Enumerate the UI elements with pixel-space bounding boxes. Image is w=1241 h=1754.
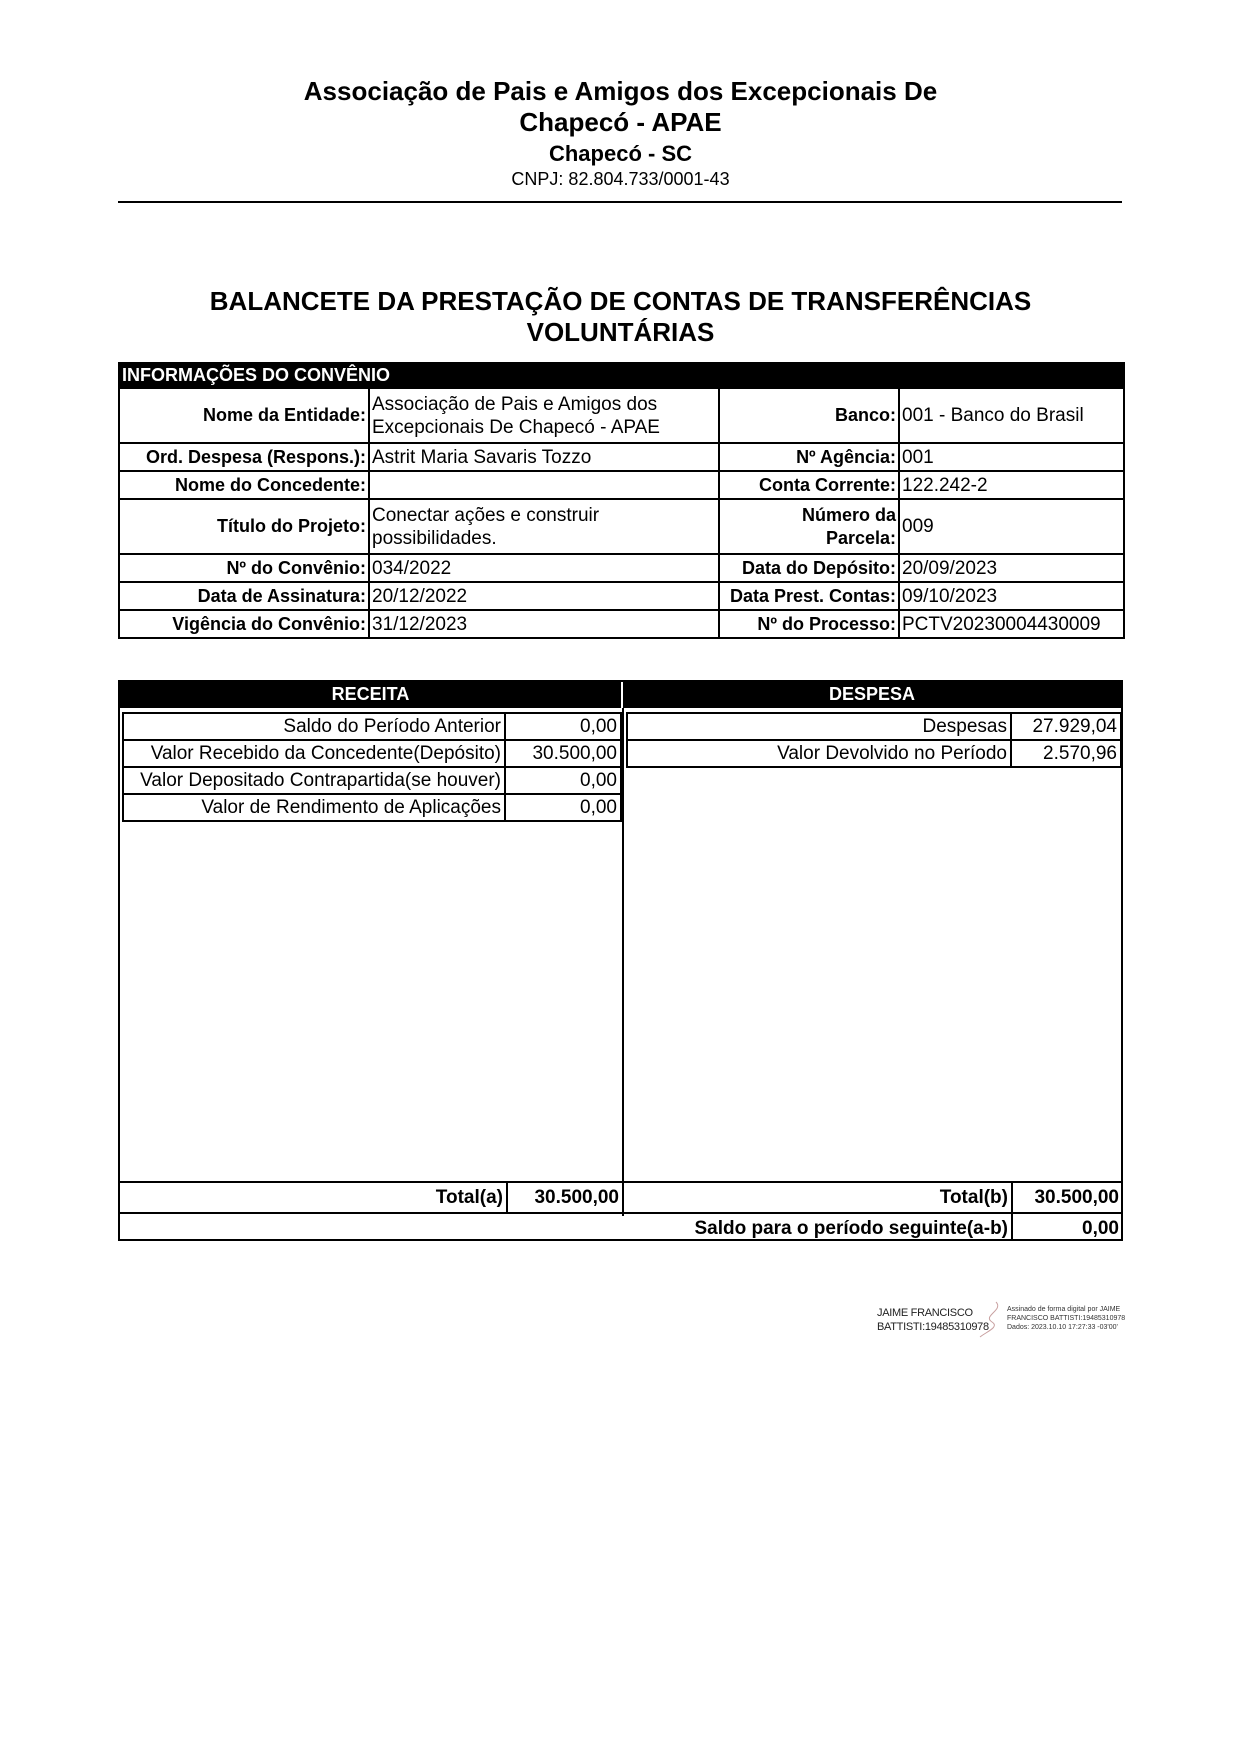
signature-details: Assinado de forma digital por JAIME FRANCISCO BATTISTI:19485310978 Dados: 2023.10.10 17:27:33 -03'00': [1007, 1306, 1126, 1331]
expense-header: DESPESA: [623, 681, 1121, 708]
balance-section: [118, 680, 1123, 1241]
next-period-balance-value: 0,00: [1082, 1218, 1119, 1239]
revenue-row-value: 0,00: [505, 713, 621, 740]
responsible-label: Ord. Despesa (Respons.):: [119, 443, 369, 471]
org-name-line1: Associação de Pais e Amigos dos Excepcionais De: [303, 76, 938, 106]
installment-value: 009: [899, 499, 1124, 554]
process-number-value: PCTV20230004430009: [899, 610, 1124, 638]
validity-value: 31/12/2023: [369, 610, 719, 638]
revenue-row: [123, 713, 621, 740]
deposit-date-label: Data do Depósito:: [719, 554, 899, 582]
revenue-row-label: Valor Recebido da Concedente(Depósito): [123, 740, 505, 767]
agreement-number-value: 034/2022: [369, 554, 719, 582]
expense-table: [626, 712, 1122, 768]
installment-label: Número da Parcela:: [719, 499, 899, 554]
revenue-row-label: Valor de Rendimento de Aplicações: [123, 794, 505, 821]
expense-row: [627, 740, 1121, 767]
deposit-date-value: 20/09/2023: [899, 554, 1124, 582]
expense-row-label: Despesas: [627, 713, 1011, 740]
section-title: INFORMAÇÕES DO CONVÊNIO: [119, 363, 1124, 388]
organization-cnpj: CNPJ: 82.804.733/0001-43: [511, 169, 730, 189]
revenue-total-label: Total(a): [435, 1187, 503, 1208]
agency-label: Nº Agência:: [719, 443, 899, 471]
title-line1: BALANCETE DA PRESTAÇÃO DE CONTAS DE TRANSFERÊNCIAS: [209, 286, 1032, 316]
title-line2: VOLUNTÁRIAS: [526, 317, 715, 347]
validity-label: Vigência do Convênio:: [119, 610, 369, 638]
expense-row: [627, 713, 1121, 740]
revenue-row: [123, 794, 621, 821]
expense-row-label: Valor Devolvido no Período: [627, 740, 1011, 767]
agency-value: 001: [899, 443, 1124, 471]
agreement-number-label: Nº do Convênio:: [119, 554, 369, 582]
expense-total-label: Total(b): [939, 1187, 1008, 1208]
expense-total-value: 30.500,00: [1034, 1187, 1119, 1208]
revenue-header: RECEITA: [120, 681, 621, 708]
signature-mark: [976, 1300, 1006, 1338]
expense-row-value: 27.929,04: [1011, 713, 1121, 740]
accounting-date-label: Data Prest. Contas:: [719, 582, 899, 610]
column-divider: [622, 708, 624, 1216]
revenue-total-value: 30.500,00: [534, 1187, 619, 1208]
revenue-row-value: 30.500,00: [505, 740, 621, 767]
grantor-label: Nome do Concedente:: [119, 471, 369, 499]
project-value: Conectar ações e construir possibilidades.: [369, 499, 719, 554]
revenue-row: [123, 740, 621, 767]
next-period-balance-label: Saldo para o período seguinte(a-b): [694, 1218, 1008, 1239]
responsible-value: Astrit Maria Savaris Tozzo: [369, 443, 719, 471]
document-title: [0, 286, 1241, 348]
signer-name: JAIME FRANCISCO BATTISTI:19485310978: [877, 1307, 989, 1333]
project-label: Título do Projeto:: [119, 499, 369, 554]
account-value: 122.242-2: [899, 471, 1124, 499]
expense-row-value: 2.570,96: [1011, 740, 1121, 767]
revenue-row-label: Saldo do Período Anterior: [123, 713, 505, 740]
bank-label: Banco:: [719, 388, 899, 443]
entity-value: Associação de Pais e Amigos dos Excepcionais De Chapecó - APAE: [369, 388, 719, 443]
accounting-date-value: 09/10/2023: [899, 582, 1124, 610]
revenue-row-value: 0,00: [505, 767, 621, 794]
bank-value: 001 - Banco do Brasil: [899, 388, 1124, 443]
grantor-value: [369, 471, 719, 499]
account-label: Conta Corrente:: [719, 471, 899, 499]
organization-city: Chapecó - SC: [548, 141, 693, 166]
revenue-table: [122, 712, 622, 822]
signing-date-value: 20/12/2022: [369, 582, 719, 610]
entity-label: Nome da Entidade:: [119, 388, 369, 443]
process-number-label: Nº do Processo:: [719, 610, 899, 638]
org-name-line2: Chapecó - APAE: [519, 107, 722, 137]
signing-date-label: Data de Assinatura:: [119, 582, 369, 610]
revenue-row-value: 0,00: [505, 794, 621, 821]
agreement-info-table: [118, 362, 1125, 639]
revenue-row: [123, 767, 621, 794]
header-divider: [118, 201, 1122, 203]
revenue-row-label: Valor Depositado Contrapartida(se houver): [123, 767, 505, 794]
organization-name: [0, 76, 1241, 138]
